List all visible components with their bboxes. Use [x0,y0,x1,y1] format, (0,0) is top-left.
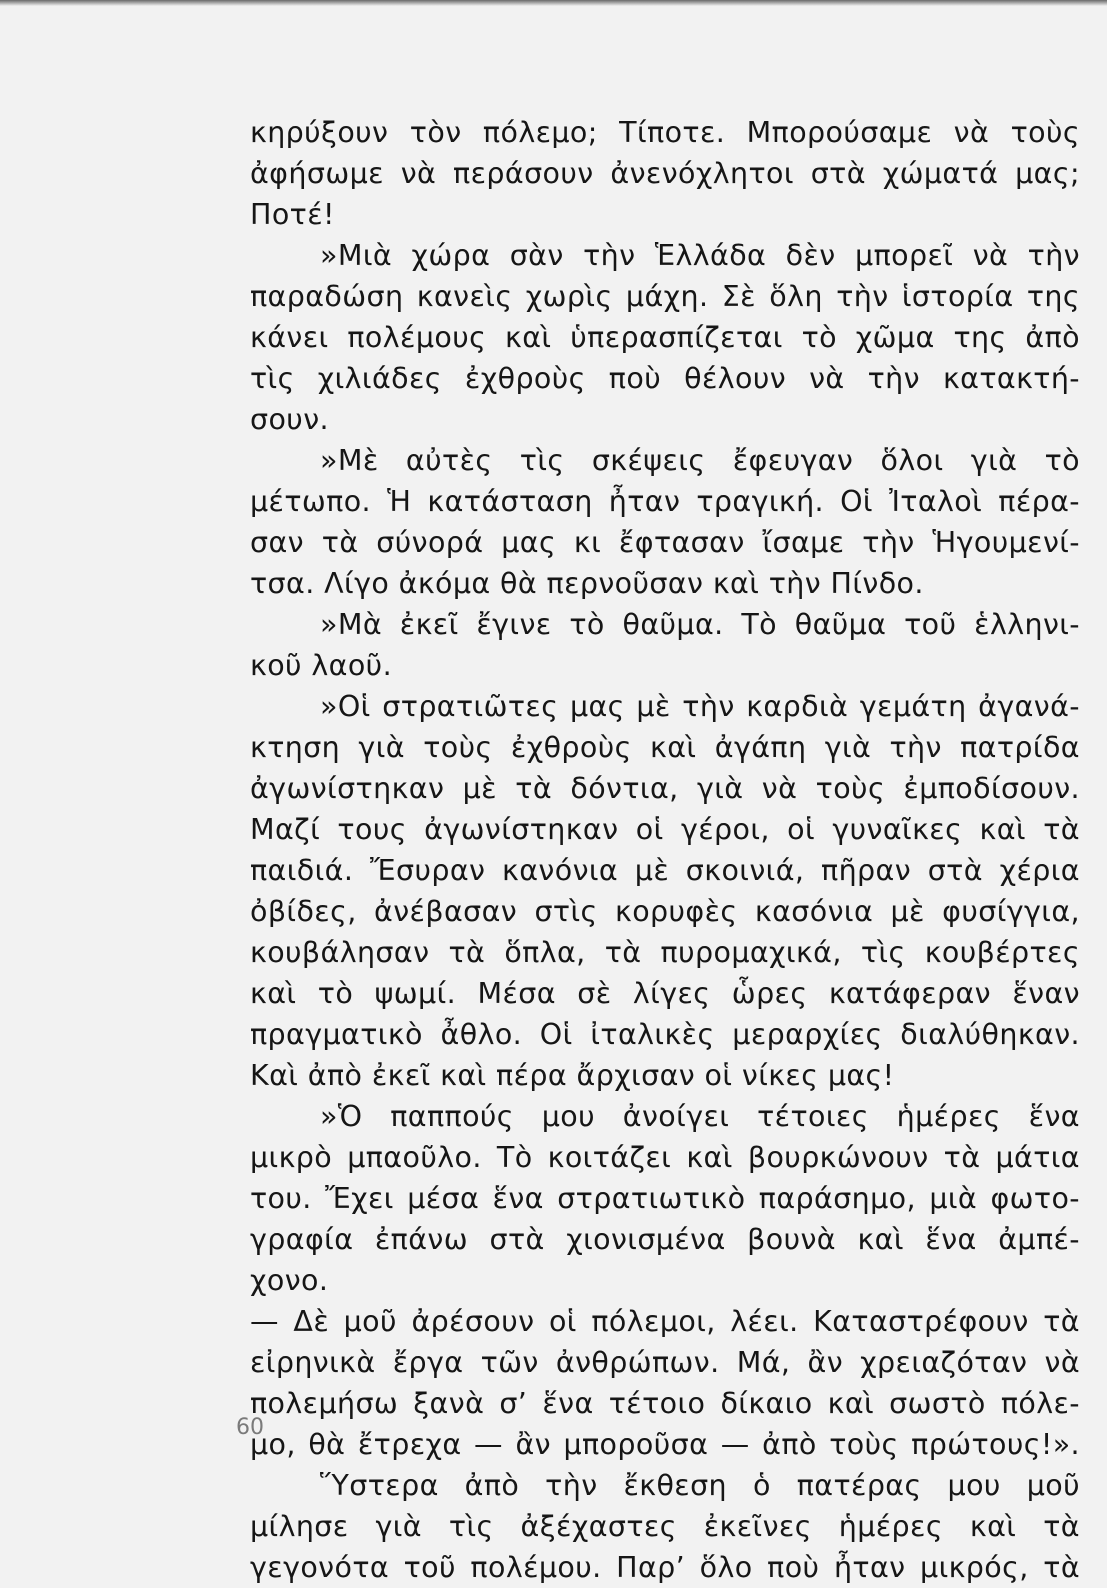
text-line: σουν. [250,403,329,436]
text-line: Καὶ ἀπὸ ἐκεῖ καὶ πέρα ἄρχισαν οἱ νίκες μας! [250,1059,895,1092]
text-line: παιδιά. Ἔσυραν κανόνια μὲ σκοινιά, πῆραν στὰ χέρια [250,854,1080,887]
text-line: γεγονότα τοῦ πολέμου. Παρ’ ὅλο ποὺ ἦταν μικρός, τὰ [250,1551,1080,1584]
text-line: »Μιὰ χώρα σὰν τὴν Ἑλλάδα δὲν μπορεῖ νὰ τὴν [320,239,1080,272]
text-line: μέτωπο. Ἡ κατάσταση ἦταν τραγική. Οἱ Ἰταλοὶ πέρα- [250,485,1080,518]
text-line: Ὕστερα ἀπὸ τὴν ἔκθεση ὁ πατέρας μου μοῦ [320,1469,1080,1502]
text-line: Ποτέ! [250,198,335,231]
text-line: »Οἱ στρατιῶτες μας μὲ τὴν καρδιὰ γεμάτη ἀγανά- [320,690,1080,723]
text-line: εἰρηνικὰ ἔργα τῶν ἀνθρώπων. Μά, ἂν χρειαζόταν νὰ [250,1346,1080,1379]
text-line: κηρύξουν τὸν πόλεμο; Τίποτε. Μπορούσαμε νὰ τοὺς [250,116,1080,149]
text-line: Μαζί τους ἀγωνίστηκαν οἱ γέροι, οἱ γυναῖκες καὶ τὰ [250,813,1080,846]
text-line: κουβάλησαν τὰ ὅπλα, τὰ πυρομαχικά, τὶς κουβέρτες [250,936,1080,969]
text-line: »Μὰ ἐκεῖ ἔγινε τὸ θαῦμα. Τὸ θαῦμα τοῦ ἑλληνι- [320,608,1080,641]
text-line: ἀφήσωμε νὰ περάσουν ἀνενόχλητοι στὰ χώματά μας; [250,157,1080,190]
page-number: 60 [236,1415,264,1440]
scan-edge-shadow [0,0,1107,6]
text-line: — Δὲ μοῦ ἀρέσουν οἱ πόλεμοι, λέει. Καταστρέφουν τὰ [250,1305,1080,1338]
text-line: σαν τὰ σύνορά μας κι ἔφτασαν ἴσαμε τὴν Ἡγουμενί- [250,526,1080,559]
text-line: του. Ἔχει μέσα ἕνα στρατιωτικὸ παράσημο, μιὰ φωτο- [250,1182,1080,1215]
text-line: παραδώση κανεὶς χωρὶς μάχη. Σὲ ὅλη τὴν ἱστορία της [250,280,1080,313]
text-line: χονο. [250,1264,329,1297]
text-line: καὶ τὸ ψωμί. Μέσα σὲ λίγες ὧρες κατάφεραν ἕναν [250,977,1080,1010]
text-line: τὶς χιλιάδες ἐχθροὺς ποὺ θέλουν νὰ τὴν κατακτή- [250,362,1080,395]
text-line: ὀβίδες, ἀνέβασαν στὶς κορυφὲς κασόνια μὲ φυσίγγια, [250,895,1080,928]
body-text [250,112,1080,1588]
text-line: μικρὸ μπαοῦλο. Τὸ κοιτάζει καὶ βουρκώνουν τὰ μάτια [250,1141,1080,1174]
text-line: ἀγωνίστηκαν μὲ τὰ δόντια, γιὰ νὰ τοὺς ἐμποδίσουν. [250,772,1080,805]
text-line: πραγματικὸ ἆθλο. Οἱ ἰταλικὲς μεραρχίες διαλύθηκαν. [250,1018,1080,1051]
text-line: κτηση γιὰ τοὺς ἐχθροὺς καὶ ἀγάπη γιὰ τὴν πατρίδα [250,731,1080,764]
text-line: »Ὁ παππούς μου ἀνοίγει τέτοιες ἡμέρες ἕνα [320,1100,1080,1133]
text-line: κοῦ λαοῦ. [250,649,393,682]
text-line: μο, θὰ ἔτρεχα — ἂν μποροῦσα — ἀπὸ τοὺς πρώτους!». [250,1428,1080,1461]
text-line: πολεμήσω ξανὰ σ’ ἕνα τέτοιο δίκαιο καὶ σωστὸ πόλε- [250,1387,1080,1420]
text-line: μίλησε γιὰ τὶς ἀξέχαστες ἐκεῖνες ἡμέρες καὶ τὰ [250,1510,1080,1543]
text-line: τσα. Λίγο ἀκόμα θὰ περνοῦσαν καὶ τὴν Πίνδο. [250,567,924,600]
text-line: γραφία ἐπάνω στὰ χιονισμένα βουνὰ καὶ ἕνα ἀμπέ- [250,1223,1080,1256]
text-line: κάνει πολέμους καὶ ὑπερασπίζεται τὸ χῶμα της ἀπὸ [250,321,1080,354]
text-line: »Μὲ αὐτὲς τὶς σκέψεις ἔφευγαν ὅλοι γιὰ τὸ [320,444,1080,477]
